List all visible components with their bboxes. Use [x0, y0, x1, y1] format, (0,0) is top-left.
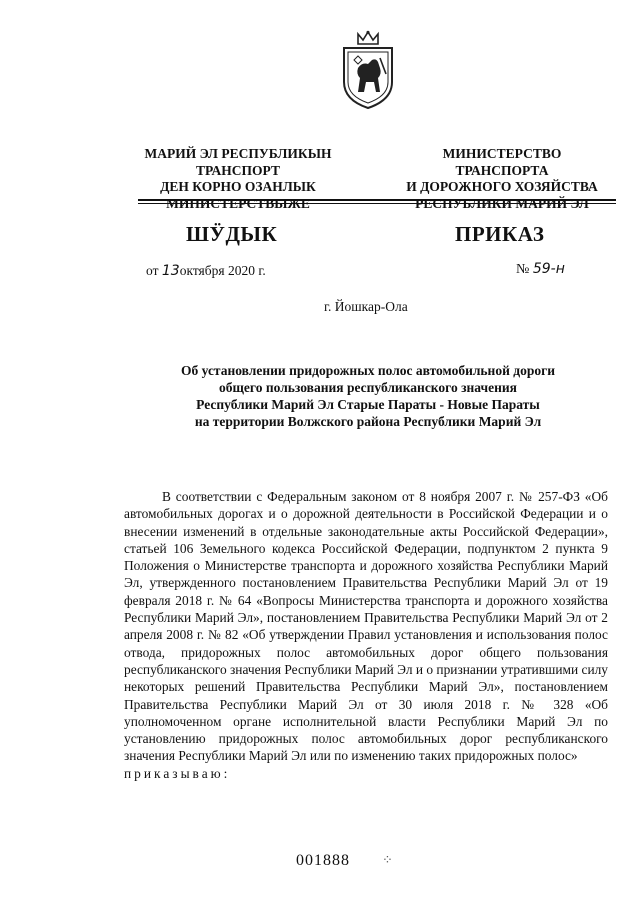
- order-date: [146, 263, 266, 279]
- order-number: [516, 261, 565, 278]
- ministry-name-russian-line: РЕСПУБЛИКИ МАРИЙ ЭЛ: [415, 195, 589, 211]
- doc-type-russian: ПРИКАЗ: [455, 222, 545, 246]
- ministry-name-mari-line: ДЕН КОРНО ОЗАНЛЫК: [160, 179, 316, 194]
- ministry-name-mari-line: МАРИЙ ЭЛ РЕСПУБЛИКЫН: [144, 146, 332, 161]
- order-directive: приказываю:: [124, 765, 231, 781]
- form-serial-number: 001888: [296, 852, 350, 869]
- ministry-name-mari-line: МИНИСТЕРСТВЫЖЕ: [166, 195, 310, 211]
- header-divider-thick: [138, 199, 616, 201]
- header-divider-thin: [138, 203, 616, 204]
- number-prefix: №: [516, 262, 530, 277]
- mari-el-coat-of-arms-icon: [336, 30, 400, 110]
- city: г. Йошкар-Ола: [324, 299, 408, 314]
- serial-ornament: ⁘: [382, 852, 393, 867]
- ministry-name-russian-line: ТРАНСПОРТА: [455, 162, 549, 178]
- order-title: [130, 362, 606, 430]
- number-handwritten: 59-н: [532, 261, 565, 277]
- order-body-paragraph: В соответствии с Федеральным законом от 8 ноября 2007 г. № 257-ФЗ «Об автомобильных дорогах и о дорожной деятельности в Российской Федерации и о внесении изменений в отдельные законодательные акты Российской Федерации», статьей 106 Земельного кодекса Российской Федерации, подпунктом 2 пункта 9 Положения о Министерстве транспорта и дорожного хозяйства Республики Марий Эл, утвержденного постановлением Правительства Республики Марий Эл от 19 февраля 2018 г. № 64 «Вопросы Министерства транспорта и дорожного хозяйства Республики Марий Эл», постановлением Правительства Республики Марий Эл от 2 апреля 2008 г. № 82 «Об утверждении Правил установления и использования полос отвода, придорожных полос автомобильных дорог общего пользования республиканского значения Республики Марий Эл и о признании утратившими силу некоторых решений Правительства Республики Марий Эл», постановлением Правительства Республики Марий Эл от 30 июля 2018 г. № 328 «Об уполномоченном органе исполнительной власти Республики Марий Эл по установлению придорожных полос автомобильных дорог республиканского значения Республики Марий Эл или по изменению таких придорожных полос»: [124, 489, 608, 764]
- order-title-line: Об установлении придорожных полос автомобильной дороги: [180, 363, 555, 378]
- order-title-line: на территории Волжского района Республики Марий Эл: [194, 414, 542, 429]
- ministry-name-mari-line: ТРАНСПОРТ: [196, 162, 280, 178]
- date-prefix: от: [146, 263, 159, 278]
- order-title-line: Республики Марий Эл Старые Параты - Новые Параты: [196, 397, 540, 412]
- ministry-name-russian-line: МИНИСТЕРСТВО: [442, 146, 562, 161]
- date-day-handwritten: 13: [161, 263, 180, 279]
- ministry-name-russian-line: И ДОРОЖНОГО ХОЗЯЙСТВА: [406, 179, 598, 194]
- order-body: [124, 488, 608, 782]
- doc-type-mari: ШӰДЫК: [186, 222, 278, 246]
- order-title-line: общего пользования республиканского значения: [219, 380, 517, 395]
- date-rest: октября 2020 г.: [179, 263, 266, 278]
